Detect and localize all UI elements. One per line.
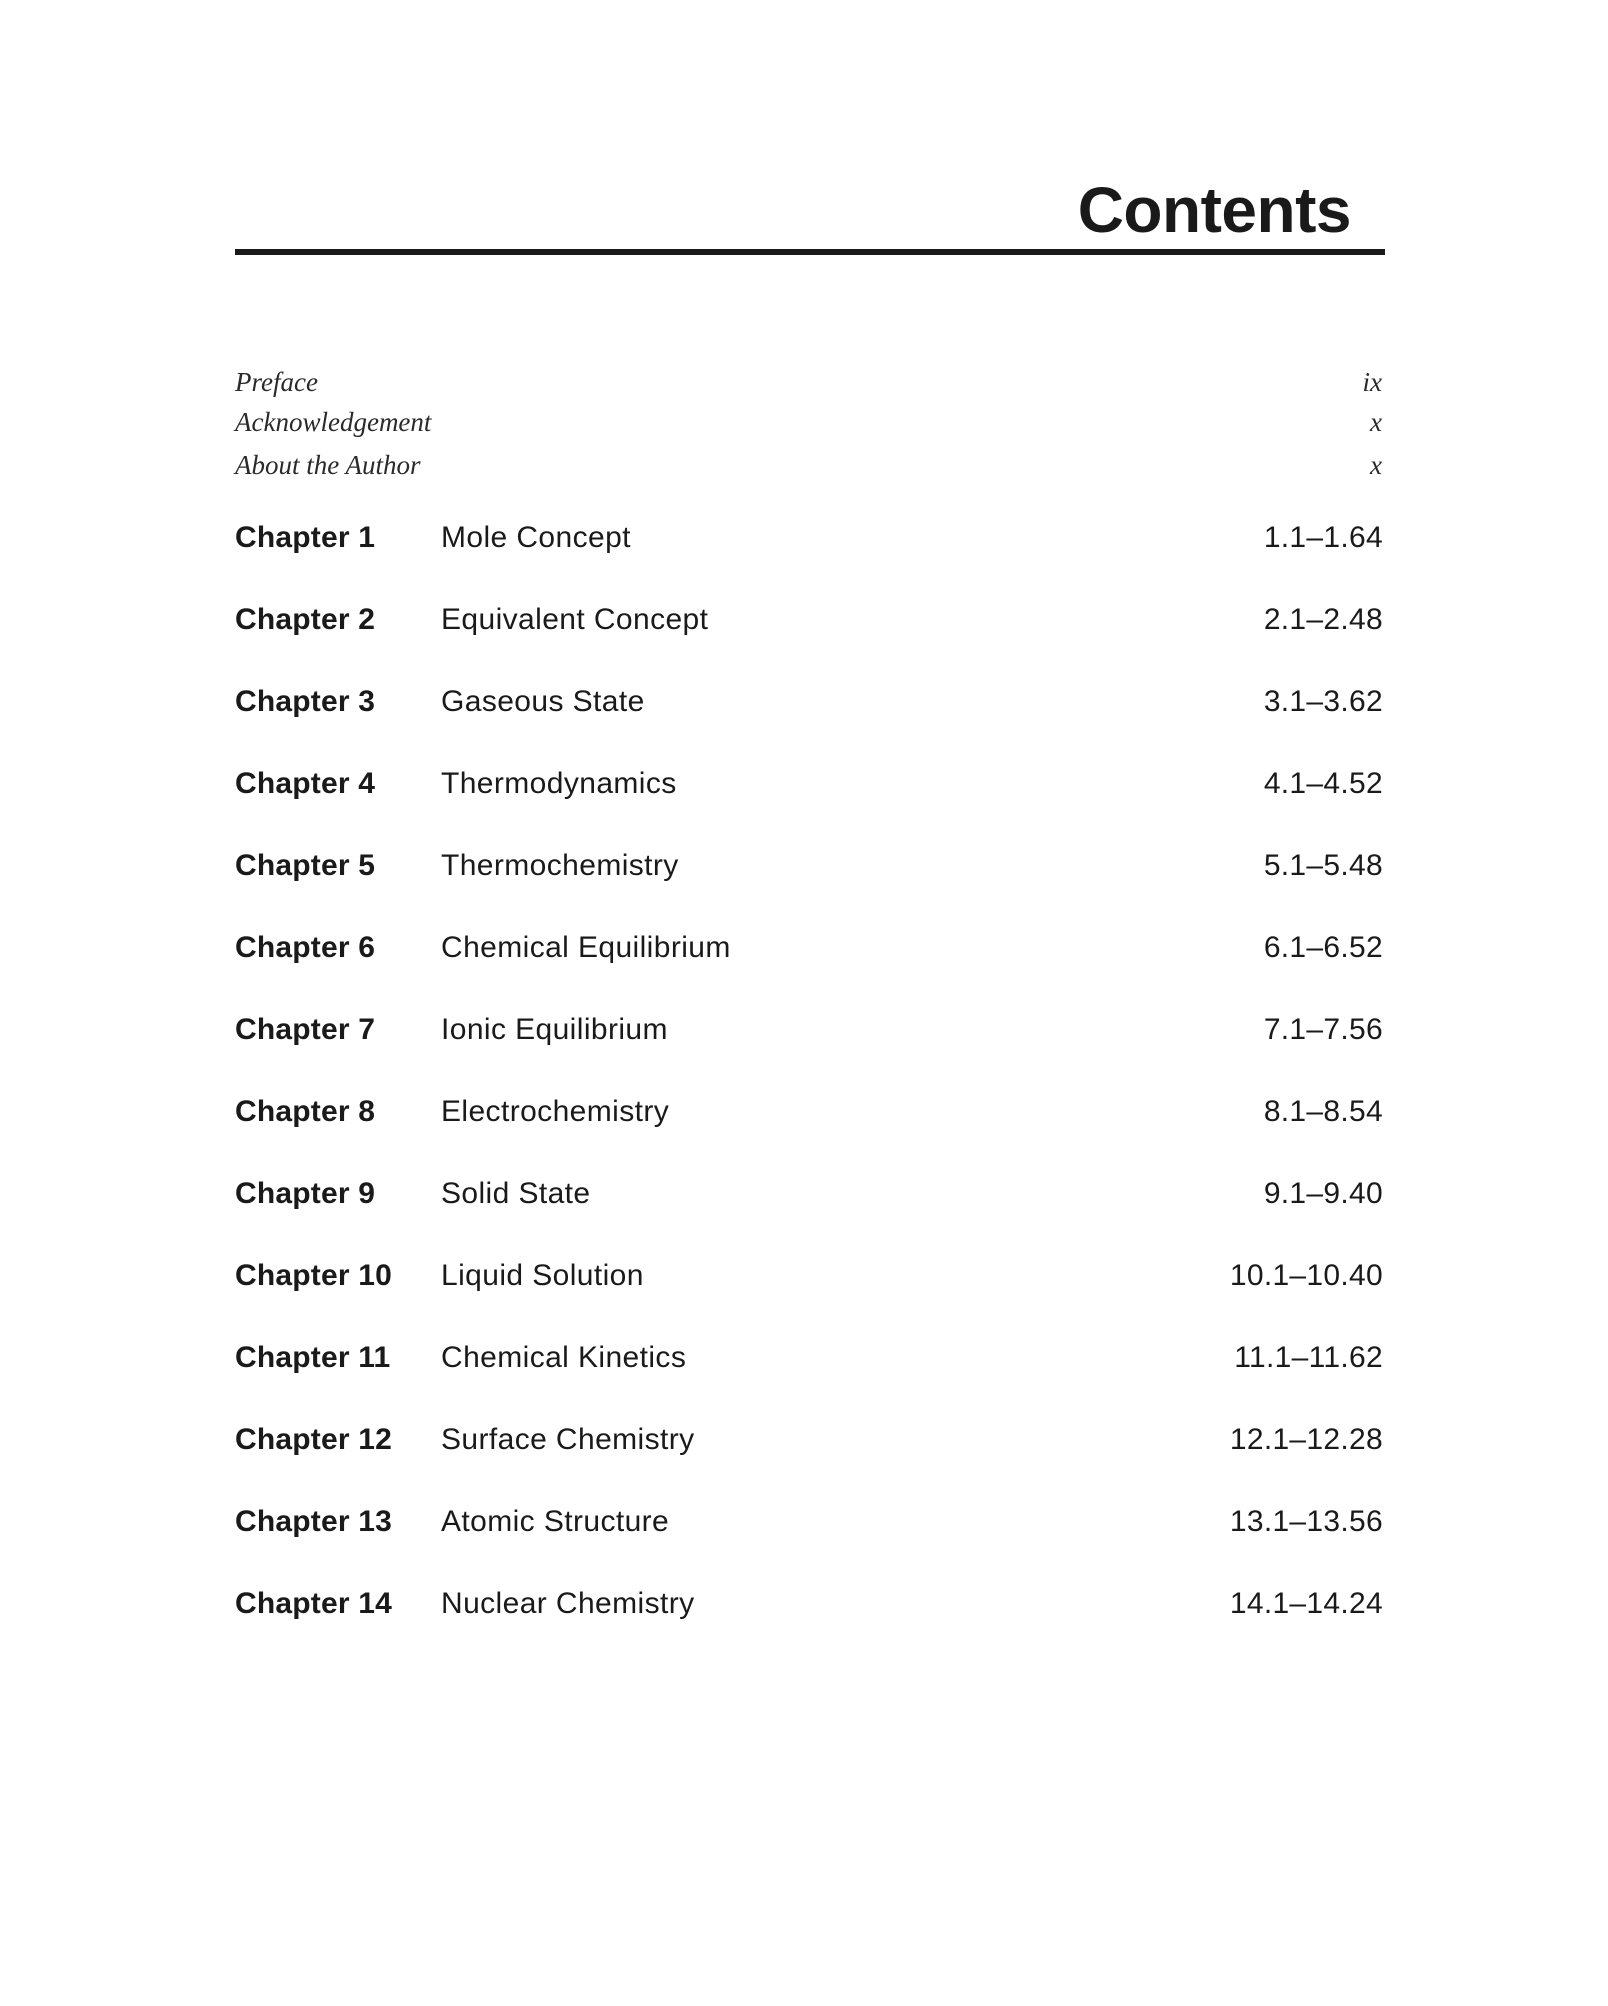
chapter-title: Ionic Equilibrium [441, 1013, 668, 1046]
chapter-row-6[interactable] [235, 922, 1385, 1004]
chapter-label: Chapter 2 [235, 603, 376, 636]
chapter-row-5[interactable] [235, 840, 1385, 922]
chapter-title: Nuclear Chemistry [441, 1587, 695, 1620]
chapter-title: Thermochemistry [441, 849, 679, 882]
chapter-label: Chapter 7 [235, 1013, 376, 1046]
chapter-row-8[interactable] [235, 1086, 1385, 1168]
chapter-row-2[interactable] [235, 594, 1385, 676]
chapter-row-1[interactable] [235, 512, 1385, 594]
chapter-pages: 7.1–7.56 [1263, 1013, 1383, 1046]
chapter-pages: 6.1–6.52 [1263, 931, 1383, 964]
chapter-pages: 12.1–12.28 [1229, 1423, 1383, 1456]
front-matter-item-preface[interactable] [235, 362, 1385, 402]
chapter-label: Chapter 4 [235, 767, 376, 800]
front-matter-item-about-the-author[interactable] [235, 445, 1385, 485]
front-matter-page: x [1370, 407, 1382, 437]
front-matter-label: Preface [235, 367, 318, 397]
chapter-label: Chapter 10 [235, 1259, 393, 1292]
chapter-title: Chemical Equilibrium [441, 931, 731, 964]
chapter-title: Equivalent Concept [441, 603, 709, 636]
chapter-label: Chapter 3 [235, 685, 376, 718]
chapter-label: Chapter 11 [235, 1341, 391, 1374]
chapter-label: Chapter 8 [235, 1095, 376, 1128]
front-matter-page: ix [1362, 367, 1382, 397]
chapter-list [235, 512, 1385, 1660]
chapter-label: Chapter 5 [235, 849, 376, 882]
title-rule [235, 249, 1385, 255]
front-matter-label: About the Author [235, 450, 421, 480]
page-title: Contents [1077, 174, 1351, 246]
chapter-row-4[interactable] [235, 758, 1385, 840]
chapter-row-7[interactable] [235, 1004, 1385, 1086]
chapter-pages: 1.1–1.64 [1263, 521, 1383, 554]
chapter-label: Chapter 13 [235, 1505, 393, 1538]
chapter-label: Chapter 12 [235, 1423, 393, 1456]
chapter-pages: 14.1–14.24 [1229, 1587, 1383, 1620]
chapter-title: Atomic Structure [441, 1505, 670, 1538]
chapter-title: Gaseous State [441, 685, 645, 718]
front-matter-item-acknowledgement[interactable] [235, 402, 1385, 442]
chapter-title: Mole Concept [441, 521, 631, 554]
chapter-pages: 2.1–2.48 [1263, 603, 1383, 636]
chapter-row-14[interactable] [235, 1578, 1385, 1660]
chapter-title: Chemical Kinetics [441, 1341, 687, 1374]
chapter-label: Chapter 1 [235, 521, 376, 554]
chapter-label: Chapter 6 [235, 931, 376, 964]
chapter-title: Thermodynamics [441, 767, 677, 800]
chapter-row-9[interactable] [235, 1168, 1385, 1250]
front-matter-list [235, 362, 1385, 485]
chapter-pages: 10.1–10.40 [1229, 1259, 1383, 1292]
chapter-pages: 5.1–5.48 [1263, 849, 1383, 882]
chapter-pages: 11.1–11.62 [1234, 1341, 1383, 1374]
chapter-pages: 9.1–9.40 [1263, 1177, 1383, 1210]
chapter-row-11[interactable] [235, 1332, 1385, 1414]
front-matter-label: Acknowledgement [235, 407, 432, 437]
chapter-row-12[interactable] [235, 1414, 1385, 1496]
chapter-label: Chapter 14 [235, 1587, 393, 1620]
chapter-row-3[interactable] [235, 676, 1385, 758]
chapter-label: Chapter 9 [235, 1177, 376, 1210]
chapter-row-13[interactable] [235, 1496, 1385, 1578]
front-matter-page: x [1370, 450, 1382, 480]
chapter-pages: 4.1–4.52 [1263, 767, 1383, 800]
chapter-pages: 8.1–8.54 [1263, 1095, 1383, 1128]
chapter-title: Electrochemistry [441, 1095, 670, 1128]
chapter-pages: 13.1–13.56 [1229, 1505, 1383, 1538]
chapter-title: Surface Chemistry [441, 1423, 695, 1456]
chapter-pages: 3.1–3.62 [1263, 685, 1383, 718]
chapter-title: Solid State [441, 1177, 591, 1210]
chapter-row-10[interactable] [235, 1250, 1385, 1332]
chapter-title: Liquid Solution [441, 1259, 644, 1292]
